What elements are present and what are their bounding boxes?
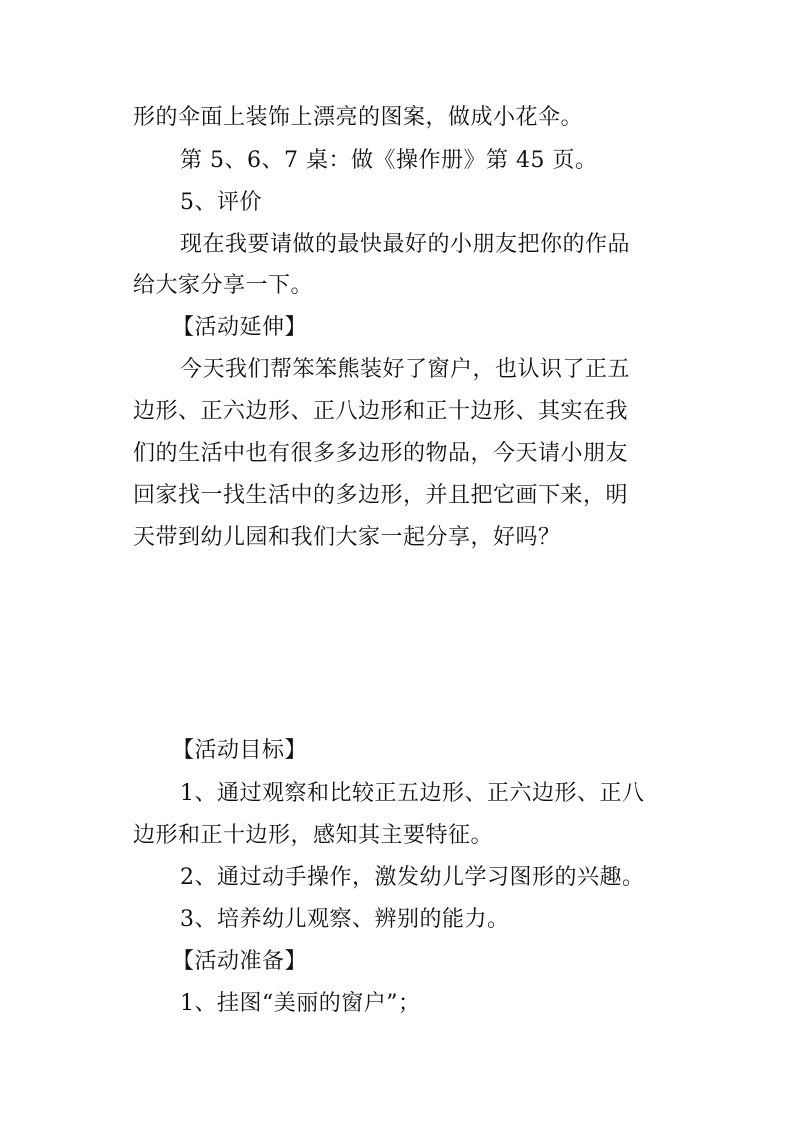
text-line: 回家找一找生活中的多边形，并且把它画下来，明 bbox=[133, 483, 629, 508]
section-heading: 【活动准备】 bbox=[172, 949, 308, 974]
text-line: 给大家分享一下。 bbox=[133, 273, 314, 298]
text-line: 3、培养幼儿观察、辨别的能力。 bbox=[180, 907, 510, 932]
section-heading: 【活动延伸】 bbox=[172, 315, 308, 340]
text-line: 边形、正六边形、正八边形和正十边形、其实在我 bbox=[133, 399, 629, 424]
text-line: 2、通过动手操作，激发幼儿学习图形的兴趣。 bbox=[180, 865, 645, 890]
text-line: 们的生活中也有很多多边形的物品，今天请小朋友 bbox=[133, 441, 629, 466]
text-line: 1、挂图“美丽的窗户”； bbox=[180, 991, 421, 1016]
text-line: 5、评价 bbox=[180, 190, 262, 215]
text-line: 天带到幼儿园和我们大家一起分享，好吗？ bbox=[133, 525, 561, 550]
text-line: 1、通过观察和比较正五边形、正六边形、正八 bbox=[180, 781, 645, 806]
text-line: 形的伞面上装饰上漂亮的图案，做成小花伞。 bbox=[133, 105, 584, 130]
text-line: 现在我要请做的最快最好的小朋友把你的作品 bbox=[180, 232, 631, 257]
text-line: 边形和正十边形，感知其主要特征。 bbox=[133, 823, 494, 848]
text-line: 第 5、6、7 桌：做《操作册》第 45 页。 bbox=[180, 148, 598, 173]
text-line: 今天我们帮笨笨熊装好了窗户，也认识了正五 bbox=[180, 357, 631, 382]
section-heading: 【活动目标】 bbox=[172, 738, 308, 763]
